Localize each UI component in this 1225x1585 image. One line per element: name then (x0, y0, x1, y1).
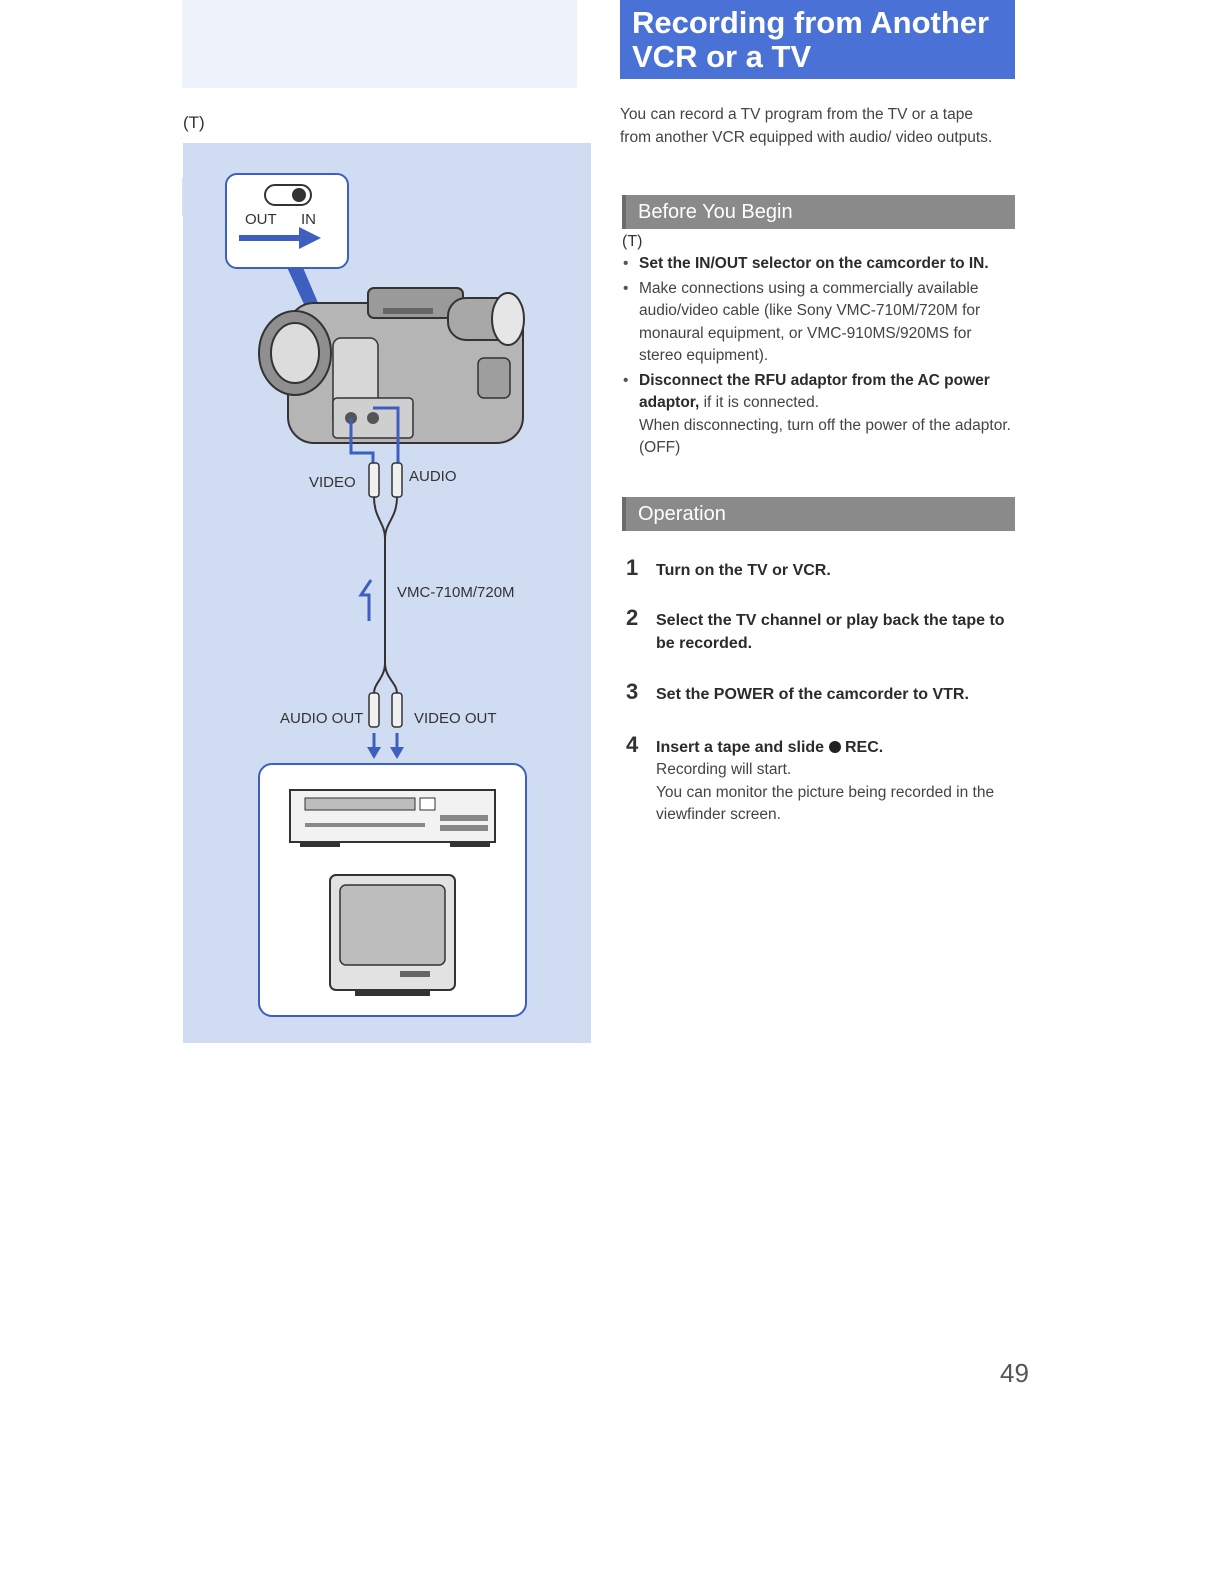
step-number: 4 (626, 732, 639, 757)
prep-item-text: Make connections using a commercially available audio/video cable (like Sony VMC-710M/720M for monaural equipment, or VMC-910MS/920MS for stereo equipment). (639, 279, 981, 364)
step-4 (626, 732, 1016, 827)
step-1 (626, 555, 1016, 582)
step-text-after: REC. (844, 739, 884, 756)
page-number: 49 (1000, 1358, 1029, 1388)
prep-item (622, 370, 1012, 460)
upper-plugs (369, 463, 402, 497)
connection-diagram (183, 143, 591, 1043)
prep-item (622, 253, 1012, 276)
step-number: 2 (626, 605, 639, 630)
step-3 (626, 679, 1016, 706)
step-number: 1 (626, 555, 639, 580)
preparation-list (622, 253, 1012, 462)
page-title (620, 0, 1015, 79)
page-title-line-2: VCR or a TV (632, 39, 812, 74)
page-title-line-1: Recording from Another (632, 5, 990, 40)
step-note: Recording will start. (656, 761, 792, 778)
audio-jack-label: AUDIO (409, 468, 457, 485)
intro-paragraph: You can record a TV program from the TV or a tape from another VCR equipped with audio/ video outputs. (620, 106, 993, 146)
audio-out-label: AUDIO OUT (280, 710, 364, 727)
video-out-label: VIDEO OUT (414, 710, 497, 727)
step-note: You can monitor the picture being recorded in the viewfinder screen. (656, 783, 995, 823)
cable-callout-mark (361, 580, 371, 621)
prep-item-bold: Set the IN/OUT selector on the camcorder to IN. (639, 255, 989, 272)
prep-item-note: When disconnecting, turn off the power of the adaptor. (OFF) (639, 416, 1011, 456)
tv-icon (330, 875, 455, 996)
down-arrows (367, 733, 404, 759)
step-number: 3 (626, 679, 639, 704)
step-text: Turn on the TV or VCR. (656, 562, 831, 579)
switch-in-label: IN (301, 211, 316, 228)
in-out-switch-box (225, 173, 349, 269)
before-you-begin-heading: Before You Begin (622, 195, 1015, 229)
show-through-header (182, 0, 577, 88)
record-dot-icon (829, 741, 841, 753)
cable-model-label: VMC-710M/720M (397, 584, 515, 601)
step-2 (626, 605, 1016, 655)
step-text: Set the POWER of the camcorder to VTR. (656, 686, 969, 703)
operation-heading: Operation (622, 497, 1015, 531)
prep-item (622, 278, 1012, 368)
step-text (656, 736, 1016, 759)
step-text: Select the TV channel or play back the tape to be recorded. (656, 612, 1005, 652)
vcr-tv-illustration (260, 765, 525, 1015)
switch-out-label: OUT (245, 211, 277, 228)
tape-marker-left: (T) (183, 113, 205, 132)
source-devices-box (258, 763, 527, 1017)
video-jack-label: VIDEO (309, 474, 356, 491)
prep-item-bold: Disconnect the RFU adaptor from the AC power adaptor, (639, 371, 990, 411)
tape-marker-right: (T) (622, 233, 643, 250)
lower-plugs (369, 693, 402, 727)
step-text-before: Insert a tape and slide (656, 739, 825, 756)
prep-item-text: if it is connected. (699, 394, 820, 411)
vcr-icon (290, 790, 495, 847)
av-cable (374, 497, 385, 693)
camcorder-illustration (259, 288, 524, 443)
